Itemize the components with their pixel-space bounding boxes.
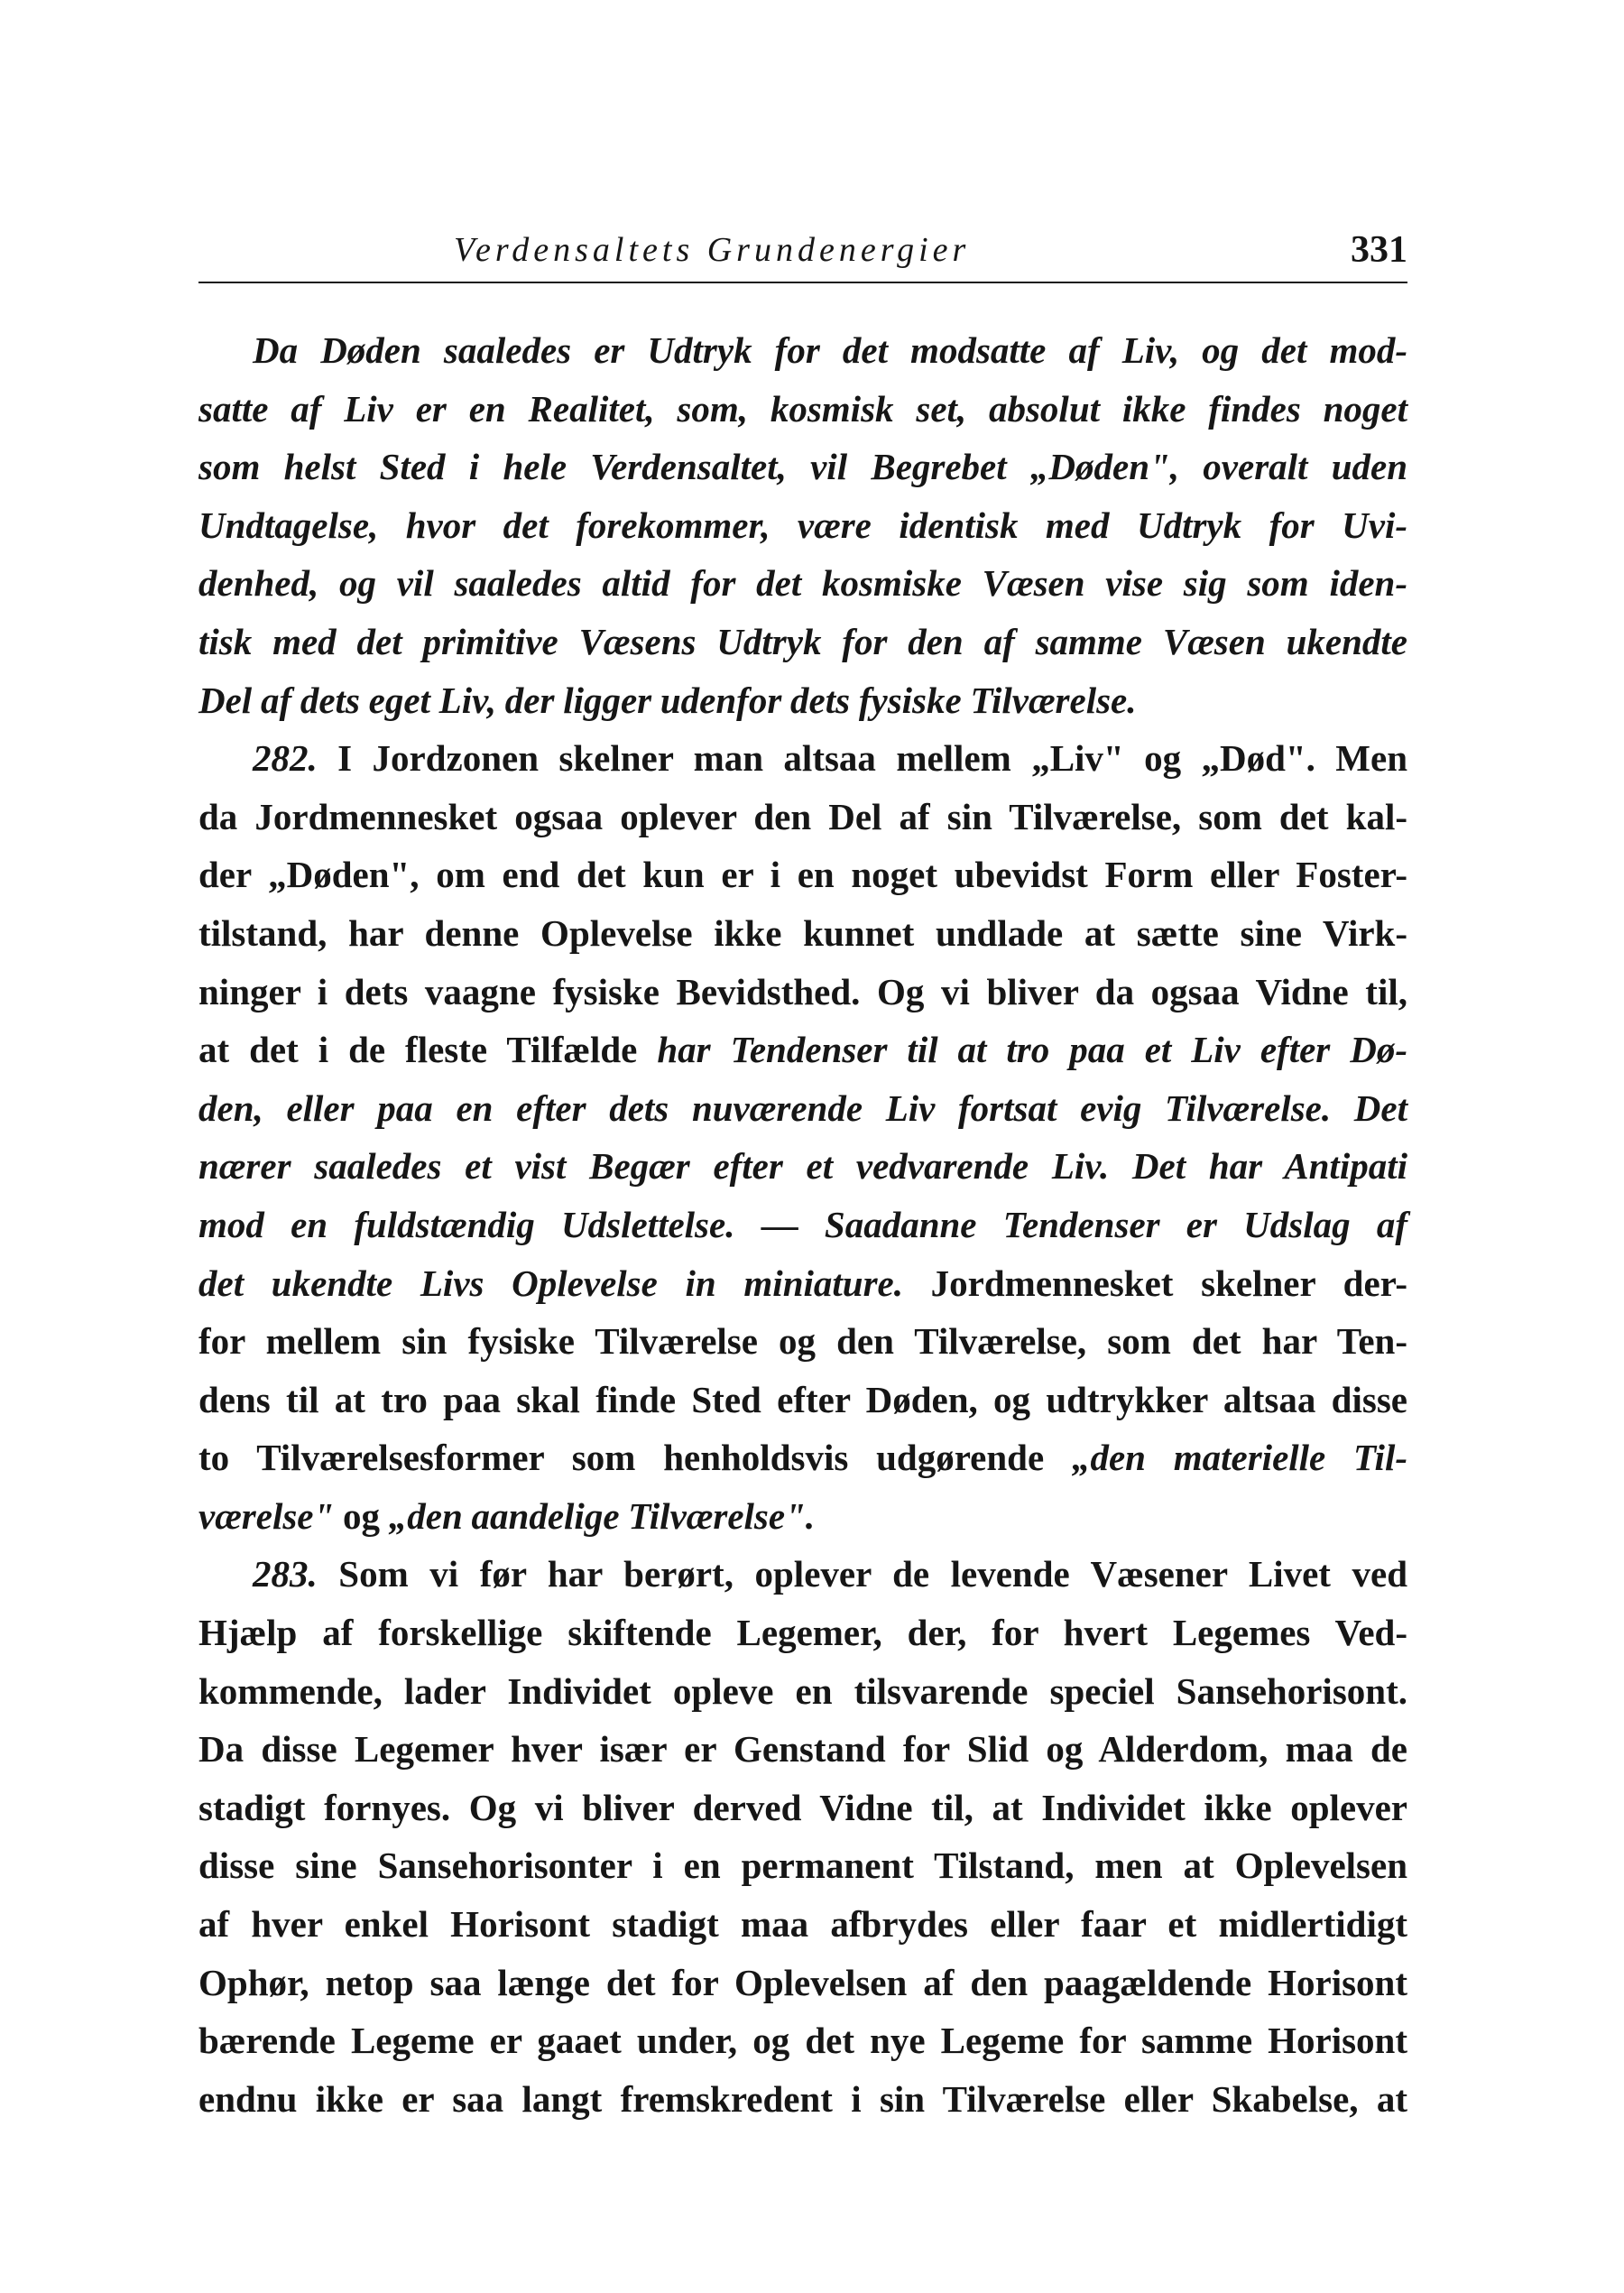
italic-text-segment: Saadanne Tendenser er Udslag af bbox=[824, 1203, 1407, 1245]
italic-text-segment: Undtagelse, hvor det forekommer, være identisk med Udtryk for Uvi- bbox=[198, 504, 1407, 546]
italic-text-segment: værelse" bbox=[198, 1494, 335, 1537]
text-line bbox=[198, 1021, 1407, 1079]
text-segment: Som vi før har berørt, oplever de levende Væsener Livet ved bbox=[317, 1553, 1407, 1595]
text-line bbox=[198, 1954, 1407, 2012]
text-line bbox=[198, 1545, 1407, 1604]
text-segment: Jordmennesket skelner der- bbox=[902, 1262, 1407, 1304]
book-page bbox=[198, 227, 1407, 2128]
text-segment: af hver enkel Horisont stadigt maa afbrydes eller faar et midlertidigt bbox=[198, 1903, 1407, 1946]
text-segment: Da disse Legemer hver især er Genstand for Slid og Alderdom, maa de bbox=[198, 1728, 1407, 1771]
text-line bbox=[198, 904, 1407, 963]
text-segment: ninger i dets vaagne fysiske Bevidsthed. Og vi bliver da ogsaa Vidne til, bbox=[198, 970, 1407, 1012]
text-segment: I Jordzonen skelner man altsaa mellem „Liv" og „Død". Men bbox=[317, 737, 1407, 780]
text-line bbox=[198, 1079, 1407, 1138]
text-line bbox=[198, 1137, 1407, 1196]
italic-text-segment: Da Døden saaledes er Udtryk for det modsatte af Liv, og det mod- bbox=[253, 329, 1407, 371]
text-line bbox=[198, 2011, 1407, 2070]
italic-text-segment: det ukendte Livs Oplevelse in miniature. bbox=[198, 1262, 903, 1304]
italic-text-segment: den, eller paa en efter dets nuværende Liv fortsat evig Tilværelse. Det bbox=[198, 1086, 1407, 1129]
running-header bbox=[198, 227, 1407, 283]
text-segment: der „Døden", om end det kun er i en noget ubevidst Form eller Foster- bbox=[198, 854, 1407, 896]
text-line bbox=[198, 671, 1407, 730]
italic-text-segment: nærer saaledes et vist Begær efter et vedvarende Liv. Det har Antipati bbox=[198, 1145, 1407, 1188]
body-text bbox=[198, 321, 1407, 2128]
text-segment: Hjælp af forskellige skiftende Legemer, der, for hvert Legemes Ved- bbox=[198, 1612, 1407, 1654]
text-segment: kommende, lader Individet opleve en tilsvarende speciel Sansehorisont. bbox=[198, 1669, 1407, 1712]
text-line bbox=[198, 1429, 1407, 1487]
page-number: 331 bbox=[1351, 229, 1407, 271]
text-line bbox=[198, 1254, 1407, 1313]
text-segment: endnu ikke er saa langt fremskredent i sin Tilværelse eller Skabelse, at bbox=[198, 2077, 1407, 2120]
text-line bbox=[198, 438, 1407, 496]
text-line bbox=[198, 1836, 1407, 1895]
text-line bbox=[198, 1662, 1407, 1721]
text-line bbox=[198, 321, 1407, 380]
text-segment: stadigt fornyes. Og vi bliver derved Vidne til, at Individet ikke oplever bbox=[198, 1786, 1407, 1828]
text-segment: for mellem sin fysiske Tilværelse og den Tilværelse, som det har Ten- bbox=[198, 1320, 1407, 1363]
text-segment: og bbox=[334, 1494, 389, 1537]
text-line bbox=[198, 554, 1407, 613]
italic-text-segment: denhed, og vil saaledes altid for det kosmiske Væsen vise sig som iden- bbox=[198, 562, 1407, 605]
italic-text-segment: som helst Sted i hele Verdensaltet, vil Begrebet „Døden", overalt uden bbox=[198, 446, 1407, 488]
text-segment: at det i de fleste Tilfælde bbox=[198, 1029, 658, 1071]
text-line bbox=[198, 496, 1407, 555]
text-line bbox=[198, 846, 1407, 904]
text-segment: tilstand, har denne Oplevelse ikke kunnet undlade at sætte sine Virk- bbox=[198, 911, 1407, 954]
running-title: Verdensaltets Grundenergier bbox=[454, 231, 971, 269]
text-segment: to Tilværelsesformer som henholdsvis udgørende bbox=[198, 1437, 1072, 1479]
italic-text-segment: mod en fuldstændig Udslettelse. bbox=[198, 1203, 735, 1245]
italic-text-segment: satte af Liv er en Realitet, som, kosmisk set, absolut ikke findes noget bbox=[198, 387, 1407, 430]
text-segment: — bbox=[734, 1203, 825, 1245]
text-line bbox=[198, 1196, 1407, 1254]
italic-text-segment: 283. bbox=[253, 1553, 318, 1595]
italic-text-segment: 282. bbox=[253, 737, 318, 780]
text-segment: bærende Legeme er gaaet under, og det nye Legeme for samme Horisont bbox=[198, 2020, 1407, 2062]
italic-text-segment: Del af dets eget Liv, der ligger udenfor dets fysiske Tilværelse. bbox=[198, 679, 1137, 721]
text-line bbox=[198, 788, 1407, 846]
text-line bbox=[198, 963, 1407, 1022]
text-line bbox=[198, 1779, 1407, 1837]
italic-text-segment: „den aandelige Tilværelse". bbox=[388, 1494, 816, 1537]
italic-text-segment: „den materielle Til- bbox=[1071, 1437, 1407, 1479]
text-line bbox=[198, 1720, 1407, 1779]
text-line bbox=[198, 729, 1407, 788]
italic-text-segment: tisk med det primitive Væsens Udtryk for den af samme Væsen ukendte bbox=[198, 620, 1407, 662]
text-segment: Ophør, netop saa længe det for Oplevelsen af den paagældende Horisont bbox=[198, 1961, 1407, 2003]
text-line bbox=[198, 1487, 1407, 1546]
text-line bbox=[198, 380, 1407, 439]
text-line bbox=[198, 1371, 1407, 1429]
text-segment: disse sine Sansehorisonter i en permanent Tilstand, men at Oplevelsen bbox=[198, 1845, 1407, 1887]
text-line bbox=[198, 613, 1407, 671]
text-line bbox=[198, 1312, 1407, 1371]
text-segment: da Jordmennesket ogsaa oplever den Del af sin Tilværelse, som det kal- bbox=[198, 795, 1407, 837]
italic-text-segment: har Tendenser til at tro paa et Liv efter Dø- bbox=[657, 1029, 1407, 1071]
text-line bbox=[198, 1895, 1407, 1954]
text-line bbox=[198, 2070, 1407, 2129]
text-segment: dens til at tro paa skal finde Sted efter Døden, og udtrykker altsaa disse bbox=[198, 1378, 1407, 1420]
text-line bbox=[198, 1604, 1407, 1662]
